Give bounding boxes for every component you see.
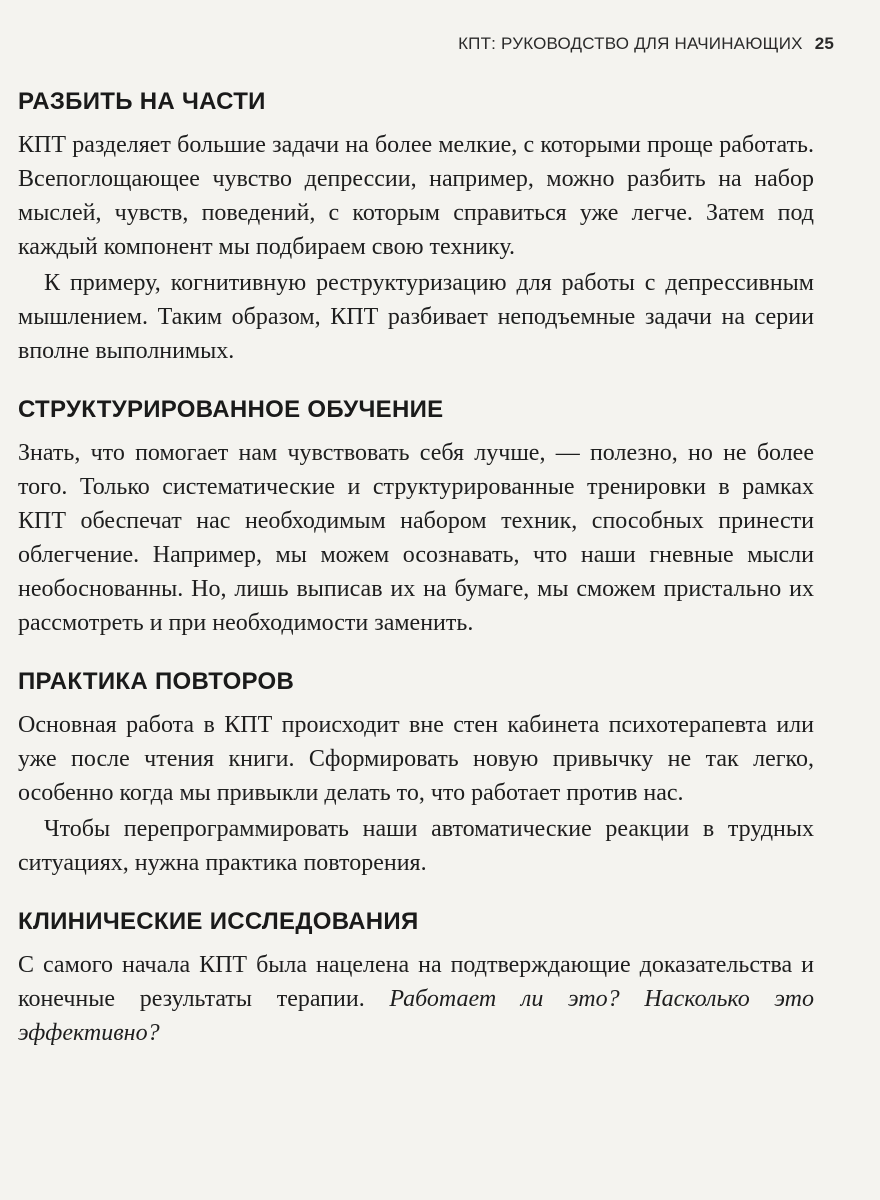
paragraph [18,948,814,1050]
section-clinical-research [18,908,814,1050]
italic-question: Работает ли это? Насколько это эффективно? [18,986,814,1046]
section-heading: ПРАКТИКА ПОВТОРОВ [18,668,295,695]
page-number: 25 [814,34,834,53]
running-title: КПТ: РУКОВОДСТВО ДЛЯ НАЧИНАЮЩИХ [458,34,803,53]
running-header [458,34,834,54]
paragraph: Знать, что помогает нам чувствовать себя лучше, — полезно, но не более того. Только систематические и структурированные тренировки в рамках КПТ обеспечат нас необходимым набором техник, способных принести облегчение. Например, мы можем осознавать, что наши гневные мысли необоснованны. Но, лишь выписав их на бумаге, мы сможем пристально их рассмотреть и при необходимости заменить. [18,440,814,636]
page-content [18,88,814,1078]
section-structured-learning [18,396,814,640]
section-break-into-parts [18,88,814,368]
section-heading: КЛИНИЧЕСКИЕ ИССЛЕДОВАНИЯ [18,908,419,935]
paragraph: Основная работа в КПТ происходит вне стен кабинета психотерапевта или уже после чтения книги. Сформировать новую привычку не так легко, особенно когда мы привыкли делать то, что работает против нас. [18,712,814,806]
section-heading: РАЗБИТЬ НА ЧАСТИ [18,88,266,115]
section-repetition-practice [18,668,814,880]
section-heading: СТРУКТУРИРОВАННОЕ ОБУЧЕНИЕ [18,396,444,423]
paragraph-text: С самого начала КПТ была нацелена на подтверждающие доказательства и конечные результаты терапии. [18,952,814,1012]
paragraph: Чтобы перепрограммировать наши автоматические реакции в трудных ситуациях, нужна практика повторения. [18,816,814,876]
paragraph: КПТ разделяет большие задачи на более мелкие, с которыми проще работать. Всепоглощающее чувство депрессии, например, можно разбить на набор мыслей, чувств, поведений, с которым справиться уже легче. Затем под каждый компонент мы подбираем свою технику. [18,132,814,260]
paragraph: К примеру, когнитивную реструктуризацию для работы с депрессивным мышлением. Таким образом, КПТ разбивает неподъемные задачи на серии вполне выполнимых. [18,270,814,364]
